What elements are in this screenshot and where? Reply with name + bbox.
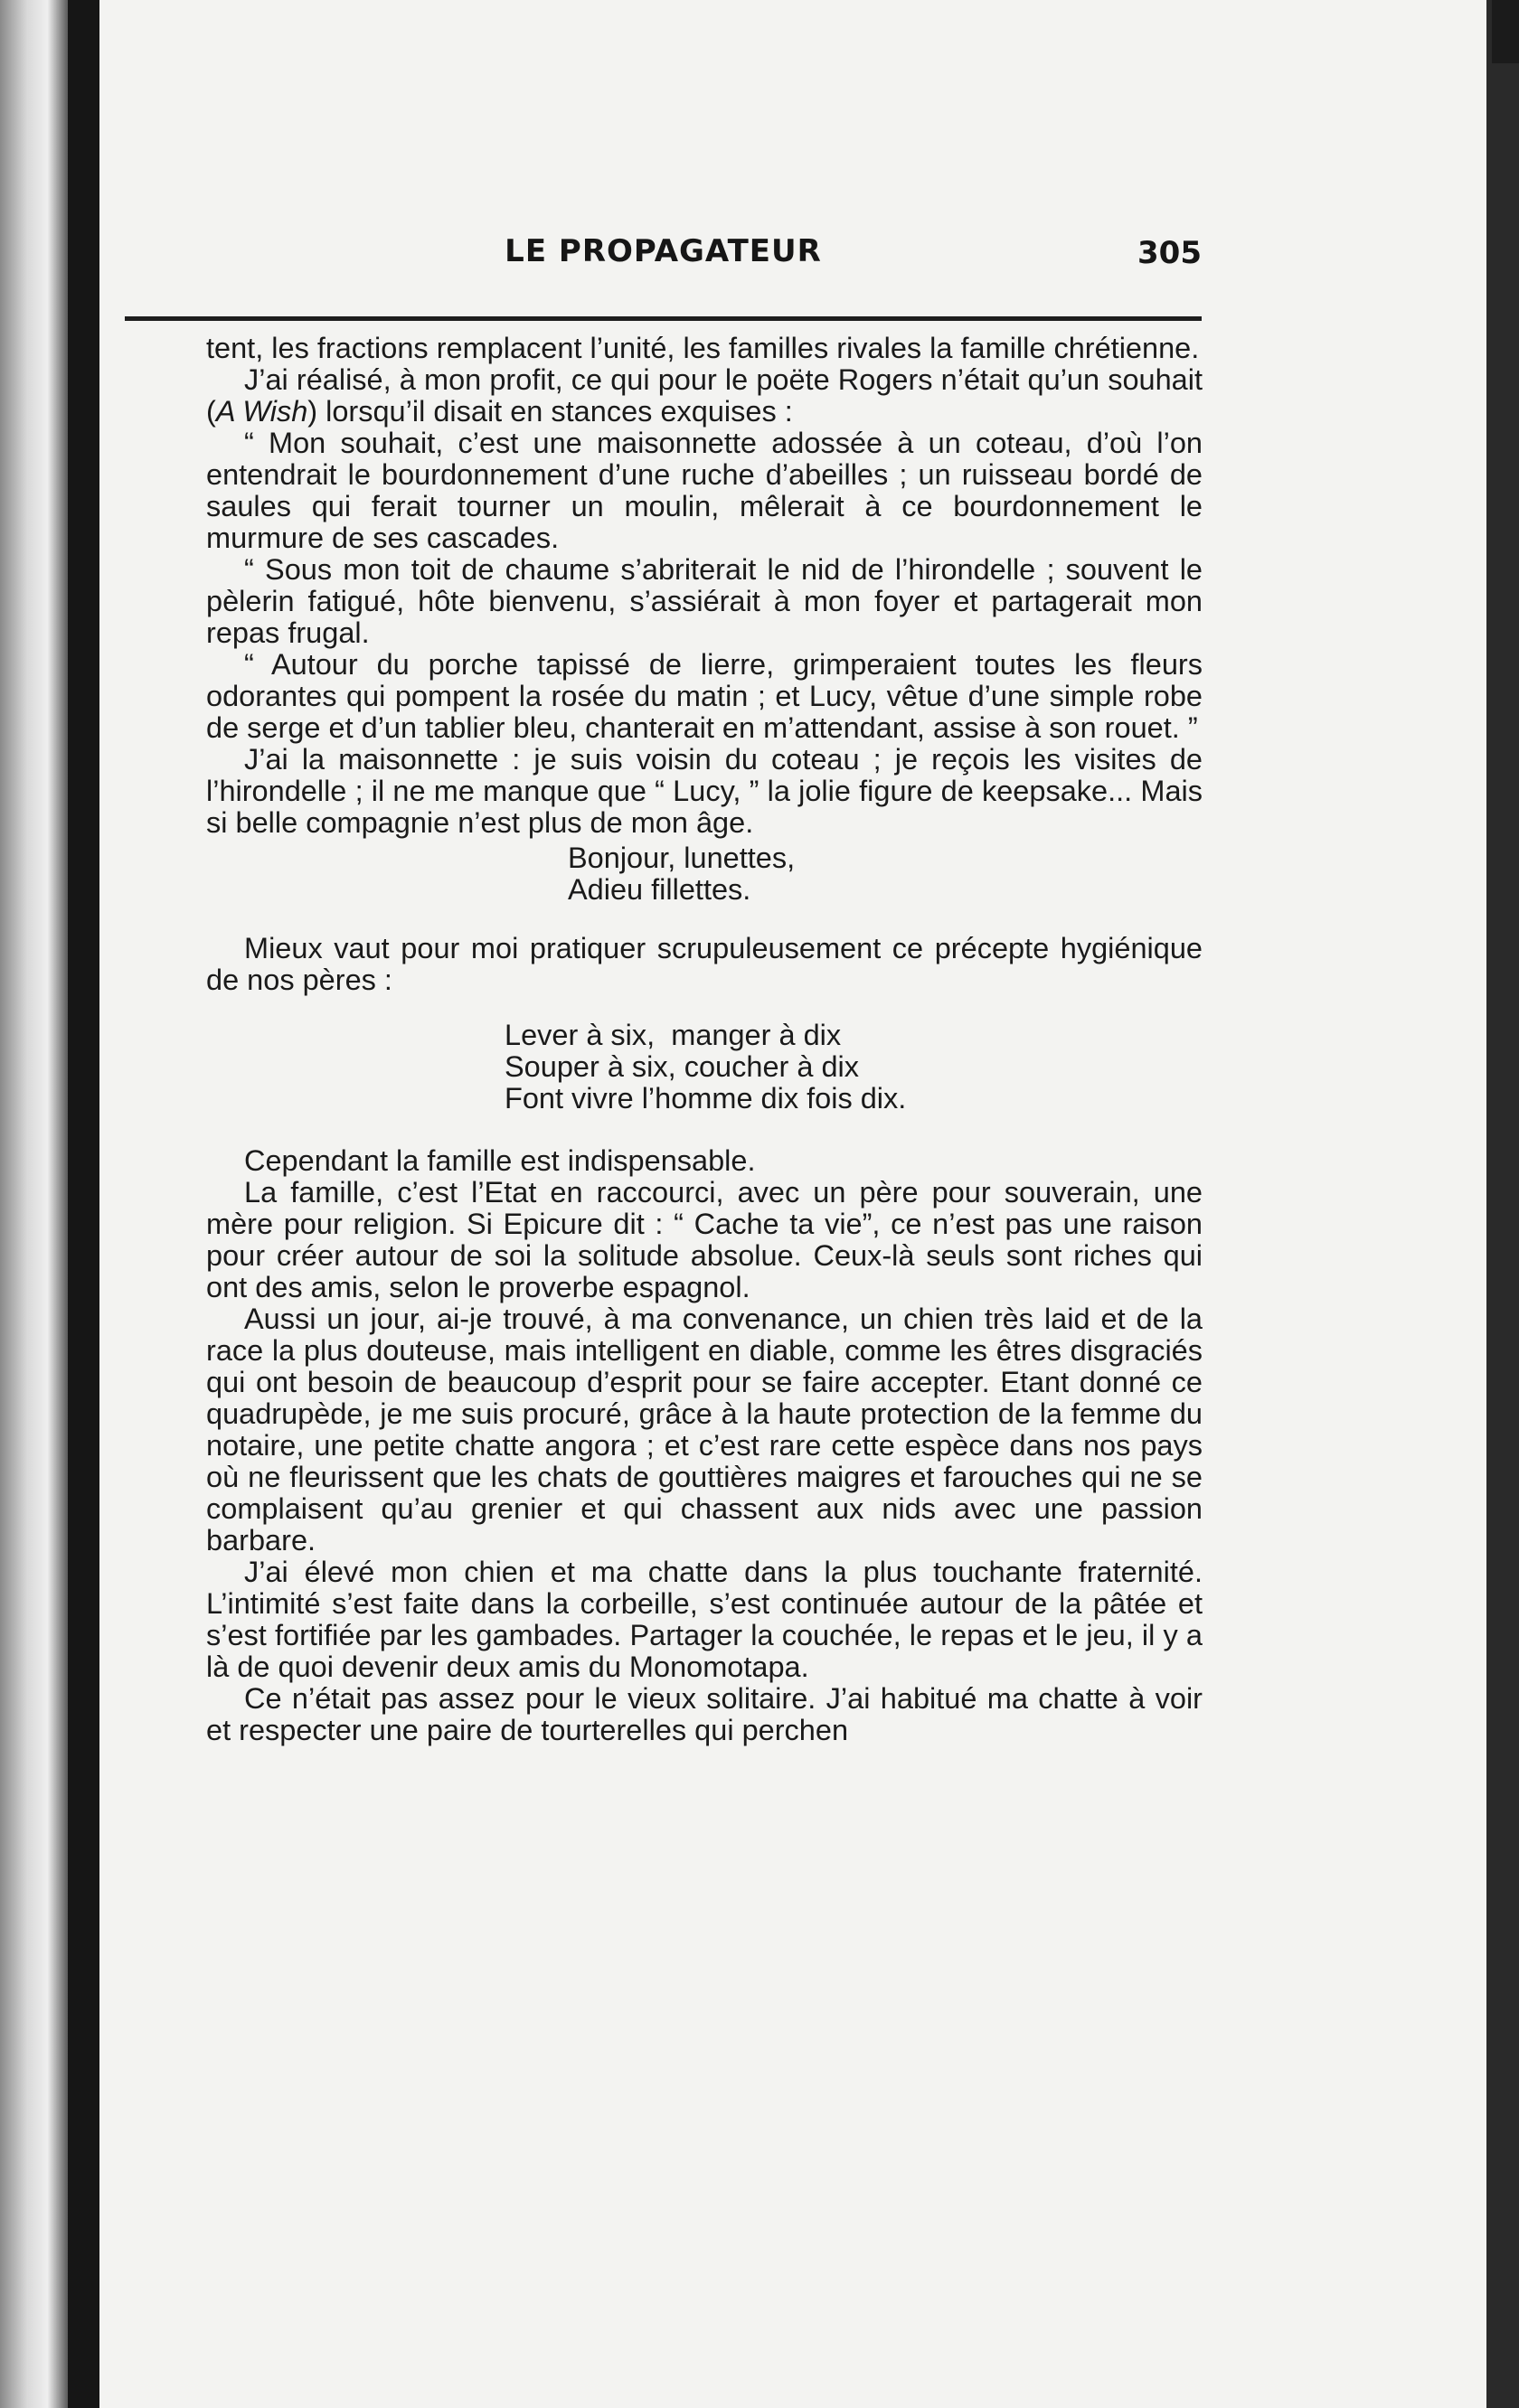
- paragraph: J’ai la maisonnette : je suis voisin du coteau ; je reçois les visites de l’hirondelle ; il ne me manque que “ Lucy, ” la jolie figure de keepsake... Mais si belle compagnie n’est plus de mon âge.: [206, 743, 1203, 839]
- paragraph: La famille, c’est l’Etat en raccourci, avec un père pour souverain, une mère pour religion. Si Epicure dit : “ Cache ta vie”, ce n’est pas une raison pour créer autour de soi la solitude absolue. Ceux-là seuls sont riches qui ont des amis, selon le proverbe espagnol.: [206, 1176, 1203, 1303]
- paragraph: “ Sous mon toit de chaume s’abriterait le nid de l’hirondelle ; souvent le pèlerin fatigué, hôte bienvenu, s’assiérait à mon foyer et partagerait mon repas frugal.: [206, 553, 1203, 649]
- verse-line: Adieu fillettes.: [568, 873, 751, 906]
- paragraph: “ Mon souhait, c’est une maisonnette adossée à un coteau, d’où l’on entendrait le bourdonnement d’une ruche d’abeilles ; un ruisseau bordé de saules qui ferait tourner un moulin, mêlerait à ce bourdonnement le murmure de ses cascades.: [206, 427, 1203, 554]
- page-shadow-edge: [1492, 63, 1519, 2408]
- italic-title: A Wish: [215, 395, 308, 428]
- verse-proverb: [206, 1020, 1203, 1115]
- running-header: [125, 233, 1202, 284]
- page-number: 305: [1137, 235, 1202, 271]
- verse-line: Font vivre l’homme dix fois dix.: [505, 1082, 907, 1115]
- verse-line: Lever à six, manger à dix: [505, 1019, 842, 1051]
- paragraph: Cependant la famille est indispensable.: [244, 1144, 756, 1177]
- verse-line: Souper à six, coucher à dix: [505, 1050, 860, 1083]
- book-gutter: [68, 0, 99, 2408]
- header-rule: [125, 316, 1202, 321]
- paragraph: Mieux vaut pour moi pratiquer scrupuleusement ce précepte hygiénique de nos pères :: [206, 932, 1203, 996]
- paragraph: “ Autour du porche tapissé de lierre, grimperaient toutes les fleurs odorantes qui pompent la rosée du matin ; et Lucy, vêtue d’une simple robe de serge et d’un tablier bleu, chanterait en m’attendant, assise à son rouet. ”: [206, 648, 1203, 744]
- verse-couplet: [206, 842, 1203, 906]
- paragraph: J’ai élevé mon chien et ma chatte dans la plus touchante fraternité. L’intimité s’est faite dans la corbeille, s’est continuée autour de la pâtée et s’est fortifiée par les gambades. Partager la couchée, le repas et le jeu, il y a là de quoi devenir deux amis du Monomotapa.: [206, 1556, 1203, 1683]
- paragraph: Ce n’était pas assez pour le vieux solitaire. J’ai habitué ma chatte à voir et respecter une paire de tourterelles qui perchen: [206, 1682, 1203, 1746]
- paragraph: Aussi un jour, ai-je trouvé, à ma convenance, un chien très laid et de la race la plus douteuse, mais intelligent en diable, comme les êtres disgraciés qui ont besoin de beaucoup d’esprit pour se faire accepter. Etant donné ce quadrupède, je me suis procuré, grâce à la haute protection de la femme du notaire, une petite chatte angora ; et c’est rare cette espèce dans nos pays où ne fleurissent que les chats de gouttières maigres et farouches qui ne se complaisent qu’au grenier et qui chassent aux nids avec une passion barbare.: [206, 1303, 1203, 1557]
- adjacent-page-edge: [0, 0, 68, 2408]
- paragraph: J’ai réalisé, à mon profit, ce qui pour le poëte Rogers n’était qu’un souhait (A Wish) lorsqu’il disait en stances exquises :: [206, 363, 1203, 428]
- body-text: [206, 333, 1203, 1746]
- running-title: LE PROPAGATEUR: [505, 233, 822, 269]
- verse-line: Bonjour, lunettes,: [568, 842, 796, 874]
- paragraph: tent, les fractions remplacent l’unité, les familles rivales la famille chrétienne.: [206, 332, 1200, 364]
